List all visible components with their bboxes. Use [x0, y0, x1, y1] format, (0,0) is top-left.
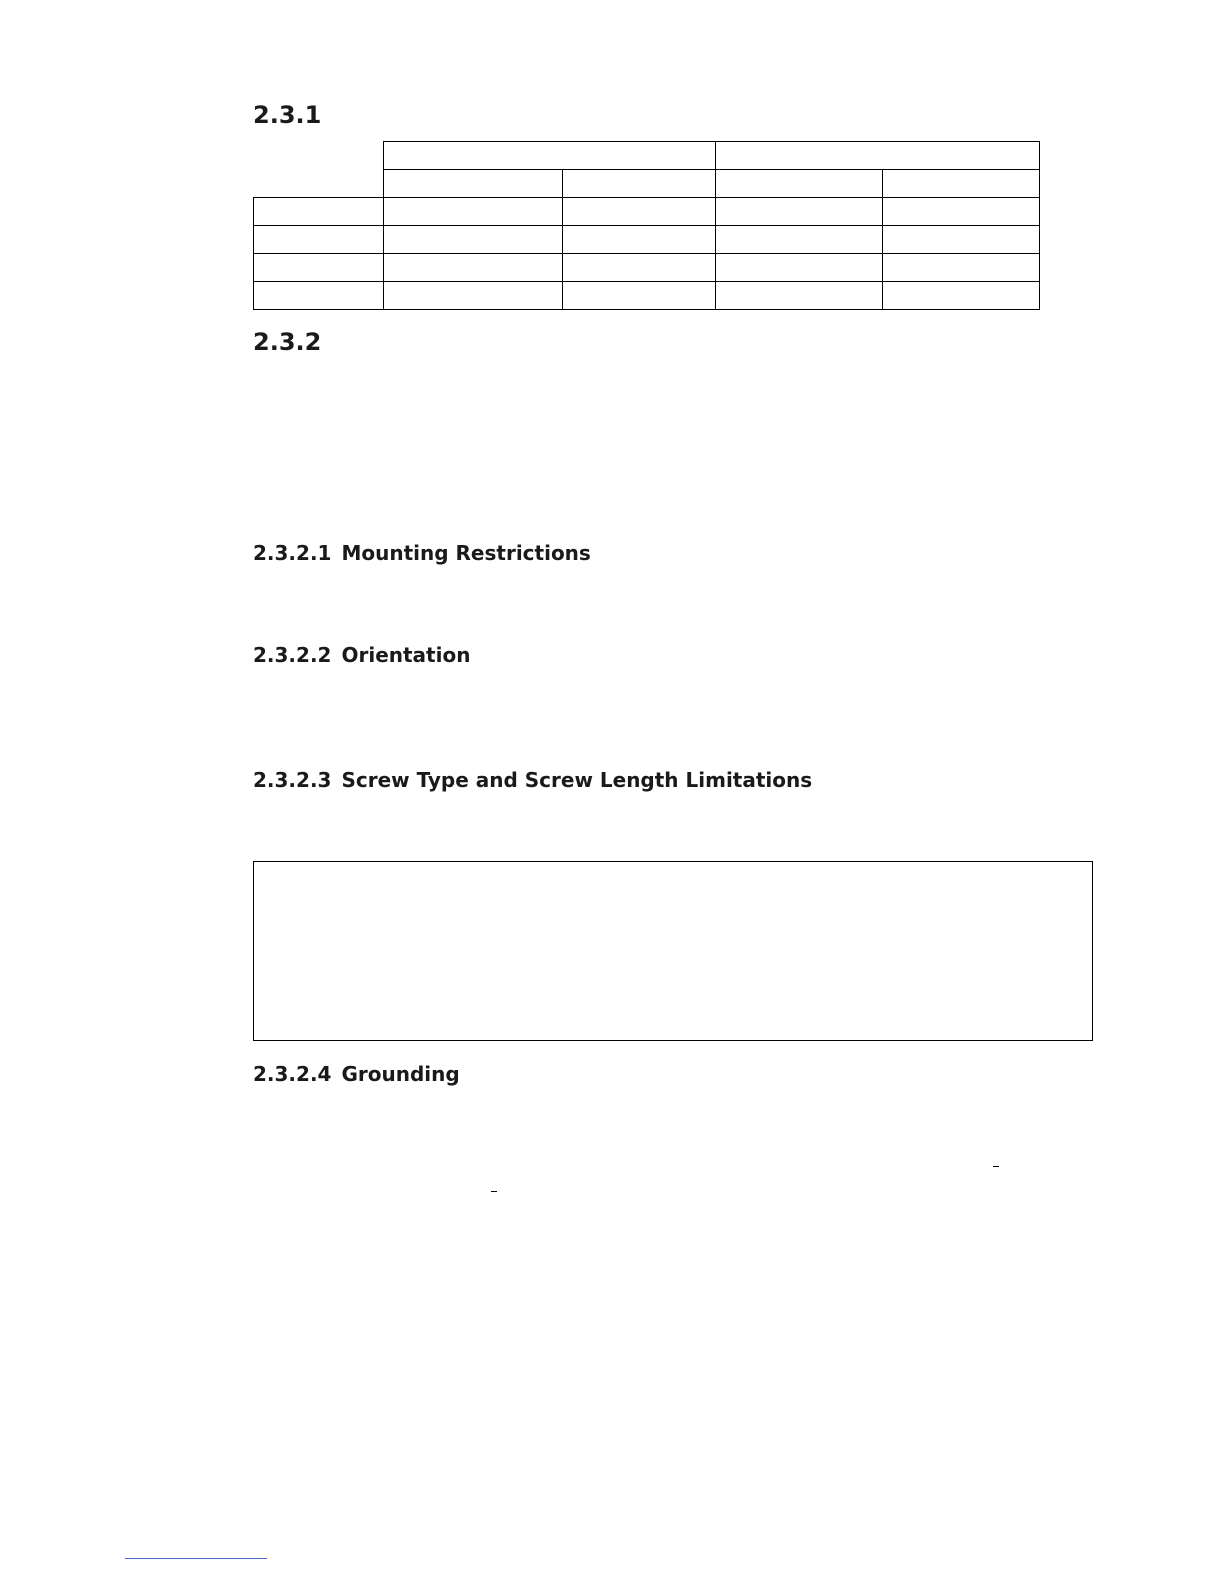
section-number: 2.3.2.1 — [253, 541, 332, 565]
section-number: 2.3.2.3 — [253, 768, 332, 792]
table-cell — [384, 198, 563, 226]
section-title: Orientation — [341, 643, 471, 667]
table-row — [254, 226, 1040, 254]
section-heading-mounting-restrictions — [253, 543, 591, 563]
table-cell — [254, 226, 384, 254]
table-cell — [384, 282, 563, 310]
table-cell — [883, 198, 1040, 226]
section-heading-grounding — [253, 1064, 460, 1084]
table-sub-header — [883, 170, 1040, 198]
table-group-header — [384, 142, 716, 170]
table-cell — [563, 198, 716, 226]
table-cell — [883, 226, 1040, 254]
table-row — [254, 282, 1040, 310]
section-number: 2.3.1 — [253, 101, 322, 129]
table-cell — [716, 198, 883, 226]
footnote-reference-mark — [993, 1166, 999, 1167]
table-cell — [716, 254, 883, 282]
table-group-header — [716, 142, 1040, 170]
table-corner-cell — [254, 142, 384, 170]
table-cell — [883, 254, 1040, 282]
table-cell — [563, 282, 716, 310]
footnote-reference-mark — [491, 1191, 497, 1192]
table-cell — [563, 226, 716, 254]
table-sub-header-row — [254, 170, 1040, 198]
table-sub-header — [384, 170, 563, 198]
table-row — [254, 254, 1040, 282]
table-cell — [384, 226, 563, 254]
table-cell — [384, 254, 563, 282]
table-cell — [716, 226, 883, 254]
table-cell — [716, 282, 883, 310]
note-box — [253, 861, 1093, 1041]
section-heading-2-3-2 — [253, 330, 321, 354]
table-group-header-row — [254, 142, 1040, 170]
section-number: 2.3.2.2 — [253, 643, 332, 667]
section-title: Mounting Restrictions — [341, 541, 591, 565]
footnote-separator — [125, 1558, 267, 1559]
table-cell — [254, 282, 384, 310]
section-heading-screw-type — [253, 770, 812, 790]
section-heading-orientation — [253, 645, 470, 665]
table-cell — [254, 254, 384, 282]
table-cell — [883, 282, 1040, 310]
section-heading-2-3-1 — [253, 103, 321, 127]
section-title: Screw Type and Screw Length Limitations — [341, 768, 813, 792]
table-sub-header — [563, 170, 716, 198]
table-cell — [563, 254, 716, 282]
table-cell — [254, 198, 384, 226]
section-title: Grounding — [341, 1062, 460, 1086]
section-number: 2.3.2.4 — [253, 1062, 332, 1086]
table-row — [254, 198, 1040, 226]
spec-table — [253, 141, 1040, 310]
table-corner-cell — [254, 170, 384, 198]
table-sub-header — [716, 170, 883, 198]
section-number: 2.3.2 — [253, 328, 322, 356]
